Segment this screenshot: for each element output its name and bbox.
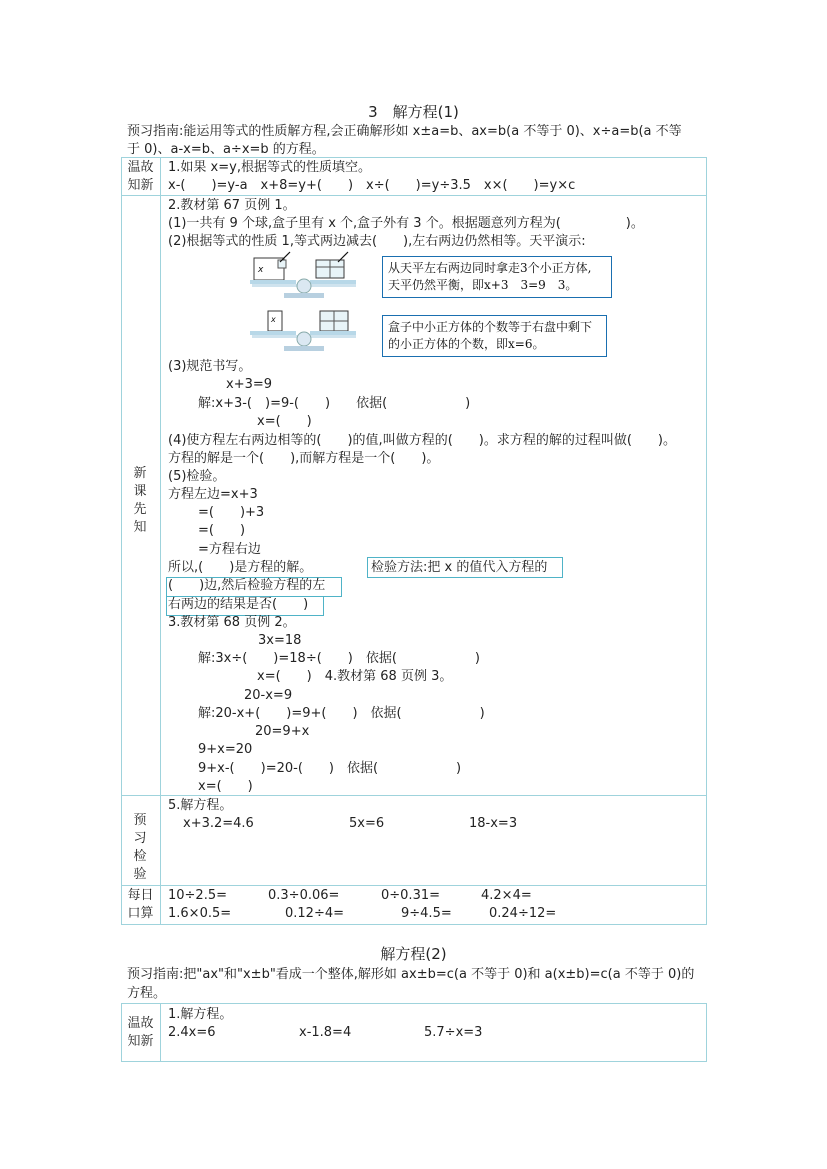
balance-callout-2: 盒子中小正方体的个数等于右盘中剩下 的小正方体的个数，即x=6。: [382, 315, 607, 357]
row-divider: [121, 885, 706, 886]
row-label-review-2: 温故 知新: [127, 1016, 154, 1049]
preview-problem: 18-x=3: [469, 816, 518, 831]
check-tip-line1: 检验方法:把 x 的值代入方程的: [371, 560, 548, 575]
table-label-column-divider: [160, 157, 161, 924]
table-label-column-divider: [160, 1003, 161, 1061]
review-fill-blanks: x-( )=y-a x+8=y+( ) x÷( )=y÷3.5 x×( )=y×c: [168, 178, 576, 193]
example1-q1: (1)一共有 9 个球,盒子里有 x 个,盒子外有 3 个。根据题意列方程为( )。: [168, 216, 644, 231]
writing-heading: (3)规范书写。: [168, 359, 252, 374]
check-line: =( ): [198, 523, 246, 538]
check-line: 方程左边=x+3: [168, 487, 258, 502]
equation: 3x=18: [258, 633, 302, 648]
balance-callout-1: 从天平左右两边同时拿走3个小正方体, 天平仍然平衡，即x+3 3=9 3。: [382, 256, 612, 298]
equation: 20-x=9: [244, 688, 293, 703]
example1-q2: (2)根据等式的性质 1,等式两边减去( ),左右两边仍然相等。天平演示:: [168, 234, 586, 249]
section2-problem: 5.7÷x=3: [424, 1025, 483, 1040]
solution-step: 解:20-x+( )=9+( ) 依据( ): [198, 706, 485, 721]
solution-step: 解:x+3-( )=9-( ) 依据( ): [198, 396, 471, 411]
row-divider: [121, 195, 706, 196]
row-label-review: 温故 知新: [127, 160, 154, 193]
mental-math-item: 0.24÷12=: [489, 906, 557, 921]
mental-math-item: 9÷4.5=: [401, 906, 452, 921]
check-heading: (5)检验。: [168, 469, 226, 484]
definition-line2: 方程的解是一个( ),而解方程是一个( )。: [168, 451, 440, 466]
section2-problem: x-1.8=4: [299, 1025, 352, 1040]
balance-scale-illustration-2: [248, 305, 360, 355]
mental-math-item: 4.2×4=: [481, 888, 532, 903]
solution-result: x=( ): [257, 414, 312, 429]
section2-problem: 2.4x=6: [168, 1025, 216, 1040]
mental-math-item: 1.6×0.5=: [168, 906, 232, 921]
preview-problem: x+3.2=4.6: [183, 816, 254, 831]
solution-step: 解:3x÷( )=18÷( ) 依据( ): [198, 651, 480, 666]
section2-review-heading: 1.解方程。: [168, 1007, 233, 1022]
solution-step: 9+x-( )=20-( ) 依据( ): [198, 761, 462, 776]
check-line: =( )+3: [198, 505, 265, 520]
solution-result: x=( ): [198, 779, 253, 794]
definition-line1: (4)使方程左右两边相等的( )的值,叫做方程的( )。求方程的解的过程叫做( )。: [168, 433, 676, 448]
section1-title: 3 解方程(1): [368, 103, 459, 121]
solution-step: 20=9+x: [255, 724, 310, 739]
row-label-preview-check: 预 习 检 验: [133, 813, 147, 882]
svg-text:x: x: [258, 265, 264, 275]
section2-guide-line2: 方程。: [127, 986, 167, 1001]
section2-title: 解方程(2): [380, 945, 447, 963]
row-label-new-knowledge: 新 课 先 知: [133, 466, 147, 535]
section1-guide-line2: 于 0)、a-x=b、a÷x=b 的方程。: [127, 142, 325, 157]
review-question: 1.如果 x=y,根据等式的性质填空。: [168, 160, 371, 175]
mental-math-item: 0.3÷0.06=: [268, 888, 340, 903]
check-conclusion: 所以,( )是方程的解。: [168, 560, 313, 575]
example2-heading: 3.教材第 68 页例 2。: [168, 615, 296, 630]
example1-heading: 2.教材第 67 页例 1。: [168, 198, 296, 213]
preview-heading: 5.解方程。: [168, 798, 233, 813]
solution-step: 9+x=20: [198, 742, 253, 757]
section2-guide-line1: 预习指南:把"ax"和"x±b"看成一个整体,解形如 ax±b=c(a 不等于 0)和 a(x±b)=c(a 不等于 0)的: [127, 967, 695, 982]
svg-text:x: x: [271, 315, 276, 324]
check-tip-line3: 右两边的结果是否( ): [168, 597, 309, 612]
mental-math-item: 0÷0.31=: [381, 888, 441, 903]
solution-result: x=( ) 4.教材第 68 页例 3。: [257, 669, 453, 684]
check-line: =方程右边: [198, 542, 261, 557]
mental-math-item: 0.12÷4=: [285, 906, 345, 921]
row-label-daily: 每日 口算: [127, 888, 154, 921]
mental-math-item: 10÷2.5=: [168, 888, 228, 903]
preview-problem: 5x=6: [349, 816, 385, 831]
section1-guide-line1: 预习指南:能运用等式的性质解方程,会正确解形如 x±a=b、ax=b(a 不等于 0)、x÷a=b(a 不等: [127, 124, 682, 139]
equation: x+3=9: [226, 377, 273, 392]
check-tip-line2: ( )边,然后检验方程的左: [168, 578, 326, 593]
balance-scale-illustration-1: [248, 250, 360, 300]
